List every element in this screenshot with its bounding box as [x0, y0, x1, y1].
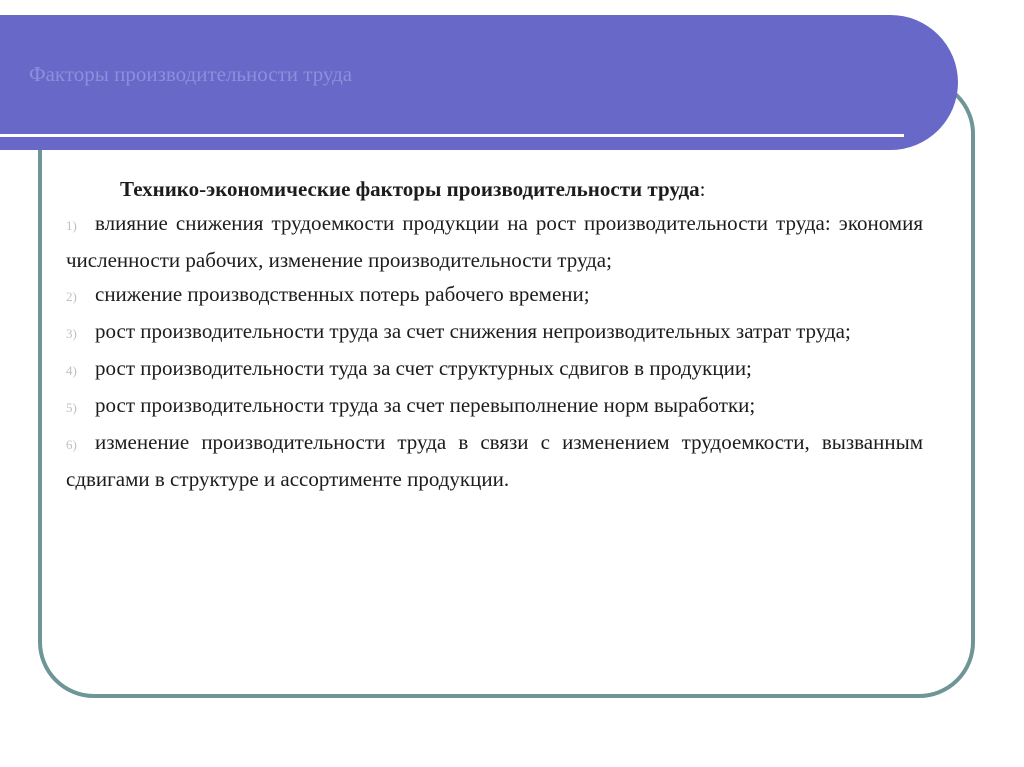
item-number: 1) [66, 218, 77, 233]
list-item-6 [66, 425, 923, 496]
list-item-4 [66, 351, 923, 388]
item-text: рост производительности труда за счет снижения непроизводительных затрат труда; [95, 319, 851, 343]
item-text: рост производительности туда за счет структурных сдвигов в продукции; [95, 356, 752, 380]
content-heading [66, 172, 923, 206]
item-text: изменение производительности труда в связи с изменением трудоемкости, вызванным сдвигами в структуре и ассортименте продукции. [66, 430, 923, 491]
list-item-3 [66, 314, 923, 351]
item-text: влияние снижения трудоемкости продукции на рост производительности труда: экономия численности рабочих, изменение производительности труда; [66, 211, 923, 272]
list-item-5 [66, 388, 923, 425]
list-item-1 [66, 206, 923, 277]
item-text: рост производительности труда за счет перевыполнение норм выработки; [95, 393, 756, 417]
item-number: 4) [66, 363, 77, 378]
list-item-2 [66, 277, 923, 314]
slide-content [66, 172, 923, 496]
slide-title: Факторы производительности труда [29, 62, 353, 86]
heading-text: Технико-экономические факторы производительности труда [120, 177, 700, 201]
title-underline [0, 134, 904, 137]
item-number: 2) [66, 289, 77, 304]
heading-colon: : [699, 177, 706, 201]
item-number: 3) [66, 326, 77, 341]
item-number: 5) [66, 400, 77, 415]
item-text: снижение производственных потерь рабочего времени; [95, 282, 590, 306]
item-number: 6) [66, 437, 77, 452]
